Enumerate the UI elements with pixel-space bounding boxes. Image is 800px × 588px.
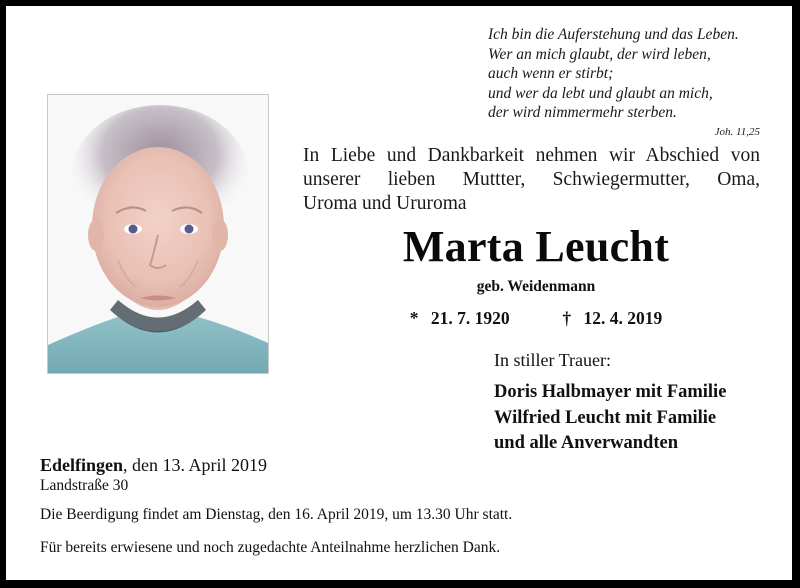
place-and-date — [40, 454, 267, 476]
intro-line: unserer lieben Muttter, Schwiegermutter, Oma, — [303, 169, 760, 190]
mourners-list — [494, 380, 726, 457]
death-cross-icon: † — [562, 308, 572, 328]
obituary-notice — [6, 6, 792, 580]
intro-line: Uroma und Ururoma — [303, 193, 467, 214]
street-address: Landstraße 30 — [40, 477, 129, 494]
portrait-photo — [47, 94, 269, 374]
portrait-image — [48, 95, 268, 373]
verse-line: und wer da lebt und glaubt an mich, — [488, 84, 713, 102]
verse-line: auch wenn er stirbt; — [488, 65, 614, 82]
verse-line: der wird nimmermehr sterben. — [488, 104, 677, 121]
bible-verse — [488, 25, 778, 140]
farewell-intro — [303, 144, 760, 216]
verse-reference: Joh. 11,25 — [714, 125, 760, 138]
death-date: 12. 4. 2019 — [583, 308, 663, 328]
birth-star-icon: * — [409, 308, 419, 328]
mourner-entry: Doris Halbmayer mit Familie — [494, 382, 727, 402]
maiden-name: geb. Weidenmann — [476, 278, 596, 295]
life-dates — [296, 306, 776, 330]
notice-date: , den 13. April 2019 — [123, 455, 268, 475]
verse-line: Wer an mich glaubt, der wird leben, — [488, 45, 711, 63]
mourner-entry: und alle Anverwandten — [494, 433, 679, 453]
funeral-info: Die Beerdigung findet am Dienstag, den 16. April 2019, um 13.30 Uhr statt. — [40, 506, 513, 523]
thanks-text: Für bereits erwiesene und noch zugedachte Anteilnahme herzlichen Dank. — [40, 539, 501, 556]
birth-date: 21. 7. 1920 — [430, 308, 510, 328]
deceased-name: Marta Leucht — [402, 222, 670, 271]
mourners-label: In stiller Trauer: — [494, 350, 611, 370]
intro-line: In Liebe und Dankbarkeit nehmen wir Abschied von — [303, 145, 760, 166]
mourner-entry: Wilfried Leucht mit Familie — [494, 407, 717, 428]
verse-line: Ich bin die Auferstehung und das Leben. — [488, 26, 739, 43]
place-name: Edelfingen — [40, 455, 124, 475]
